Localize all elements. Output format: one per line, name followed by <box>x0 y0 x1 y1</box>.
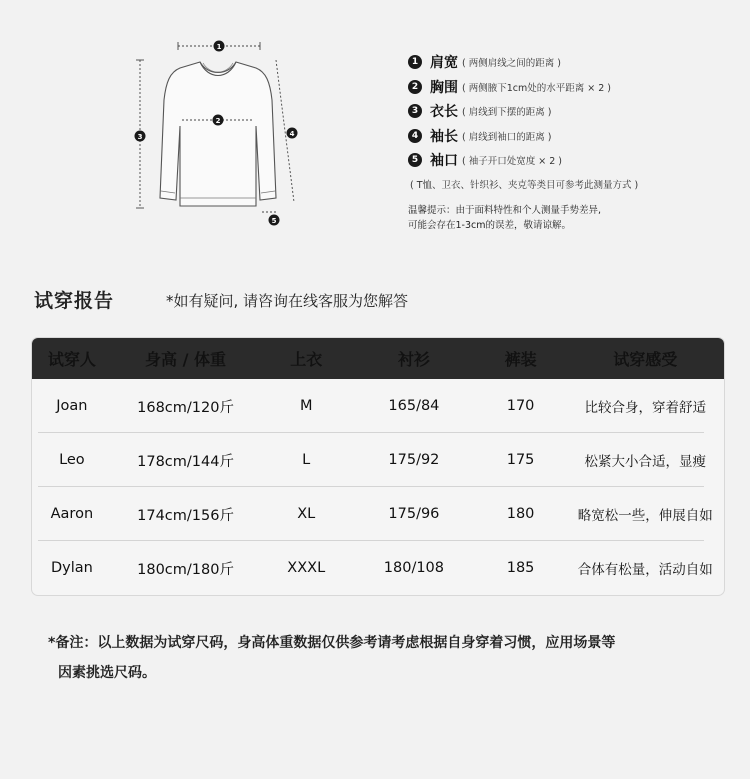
legend-item-name: 胸围 <box>430 79 458 96</box>
cell-pants: 180 <box>506 506 535 522</box>
footnote-line-2: 因素挑选尺码。 <box>58 665 156 681</box>
cell-height-weight: 168cm/120斤 <box>137 399 234 416</box>
svg-text:2: 2 <box>215 117 221 125</box>
cell-tester: Dylan <box>50 560 93 576</box>
marker-5 <box>269 215 280 226</box>
marker-2 <box>213 115 224 126</box>
cell-tester: Aaron <box>50 506 94 522</box>
legend-item-desc: ( 两侧腋下1cm处的水平距离 × 2 ) <box>462 82 612 94</box>
table-row <box>32 541 724 595</box>
legend-item-desc: ( 肩线到袖口的距离 ) <box>462 131 552 143</box>
footnote <box>48 628 708 688</box>
cell-top: XXXL <box>287 560 326 576</box>
marker-4 <box>287 128 298 139</box>
header-top: 上衣 <box>290 350 323 369</box>
sweater-outline <box>160 62 276 206</box>
cell-top: L <box>302 452 311 468</box>
legend-number-badge: 2 <box>408 80 422 94</box>
legend-item-desc: ( 袖子开口处宽度 × 2 ) <box>462 156 562 168</box>
section-subtitle: *如有疑问, 请咨询在线客服为您解答 <box>166 292 409 310</box>
cell-tester: Joan <box>56 398 88 414</box>
cell-height-weight: 174cm/156斤 <box>137 507 234 524</box>
cell-shirt: 180/108 <box>383 560 445 576</box>
tip-line-2: 可能会存在1-3cm的误差，敬请谅解。 <box>408 219 571 231</box>
cell-height-weight: 178cm/144斤 <box>137 453 234 470</box>
legend-item-cuff <box>408 148 738 173</box>
header-tester: 试穿人 <box>47 350 96 369</box>
table-header <box>32 338 724 379</box>
cell-shirt: 165/84 <box>388 398 440 414</box>
legend-number-badge: 3 <box>408 104 422 118</box>
legend-item-name: 袖长 <box>430 128 458 145</box>
cell-top: M <box>299 398 313 414</box>
legend-item-desc: ( 肩线到下摆的距离 ) <box>462 107 552 119</box>
legend-item-chest <box>408 75 738 100</box>
legend-number-badge: 4 <box>408 129 422 143</box>
table-row <box>32 487 724 541</box>
legend-item-name: 袖口 <box>430 153 458 170</box>
cell-feeling: 略宽松一些，伸展自如 <box>577 508 713 524</box>
legend-item-name: 衣长 <box>430 104 458 121</box>
cell-shirt: 175/96 <box>388 506 440 522</box>
legend-item-sleeve <box>408 124 738 149</box>
header-feeling: 试穿感受 <box>613 350 678 369</box>
legend-item-shoulder <box>408 50 738 75</box>
cell-feeling: 合体有松量，活动自如 <box>577 562 713 578</box>
marker-1 <box>214 41 225 52</box>
svg-text:5: 5 <box>271 217 277 225</box>
cell-height-weight: 180cm/180斤 <box>137 561 234 578</box>
header-pants: 裤装 <box>504 350 537 369</box>
try-on-table <box>31 337 725 596</box>
svg-text:1: 1 <box>216 43 222 51</box>
legend-item-desc: ( 两侧肩线之间的距离 ) <box>462 58 561 70</box>
cell-pants: 175 <box>506 452 535 468</box>
table-row <box>32 433 724 487</box>
legend-number-badge: 5 <box>408 153 422 167</box>
table-row <box>32 379 724 433</box>
tip-line-1: 温馨提示：由于面料特性和个人测量手势差异, <box>408 204 602 216</box>
legend-note: ( T恤、卫衣、针织衫、夹克等类目可参考此测量方式 ) <box>410 179 639 191</box>
measurement-legend <box>408 50 738 233</box>
header-shirt: 衬衫 <box>397 350 430 369</box>
header-height-weight: 身高 / 体重 <box>145 350 227 369</box>
cell-feeling: 松紧大小合适，显瘦 <box>584 454 706 470</box>
cell-pants: 170 <box>506 398 535 414</box>
cell-top: XL <box>297 506 316 522</box>
sweater-measurement-diagram <box>128 30 308 230</box>
cell-shirt: 175/92 <box>388 452 440 468</box>
section-title: 试穿报告 <box>34 290 115 312</box>
legend-item-name: 肩宽 <box>430 55 458 72</box>
marker-3 <box>135 131 146 142</box>
cell-pants: 185 <box>506 560 535 576</box>
measurement-tip <box>408 203 738 233</box>
legend-number-badge: 1 <box>408 55 422 69</box>
cell-tester: Leo <box>59 452 85 468</box>
svg-text:3: 3 <box>137 133 143 141</box>
legend-item-length <box>408 99 738 124</box>
cell-feeling: 比较合身，穿着舒适 <box>584 400 706 416</box>
svg-text:4: 4 <box>289 130 295 138</box>
footnote-line-1: *备注：以上数据为试穿尺码，身高体重数据仅供参考请考虑根据自身穿着习惯，应用场景等 <box>48 635 616 651</box>
